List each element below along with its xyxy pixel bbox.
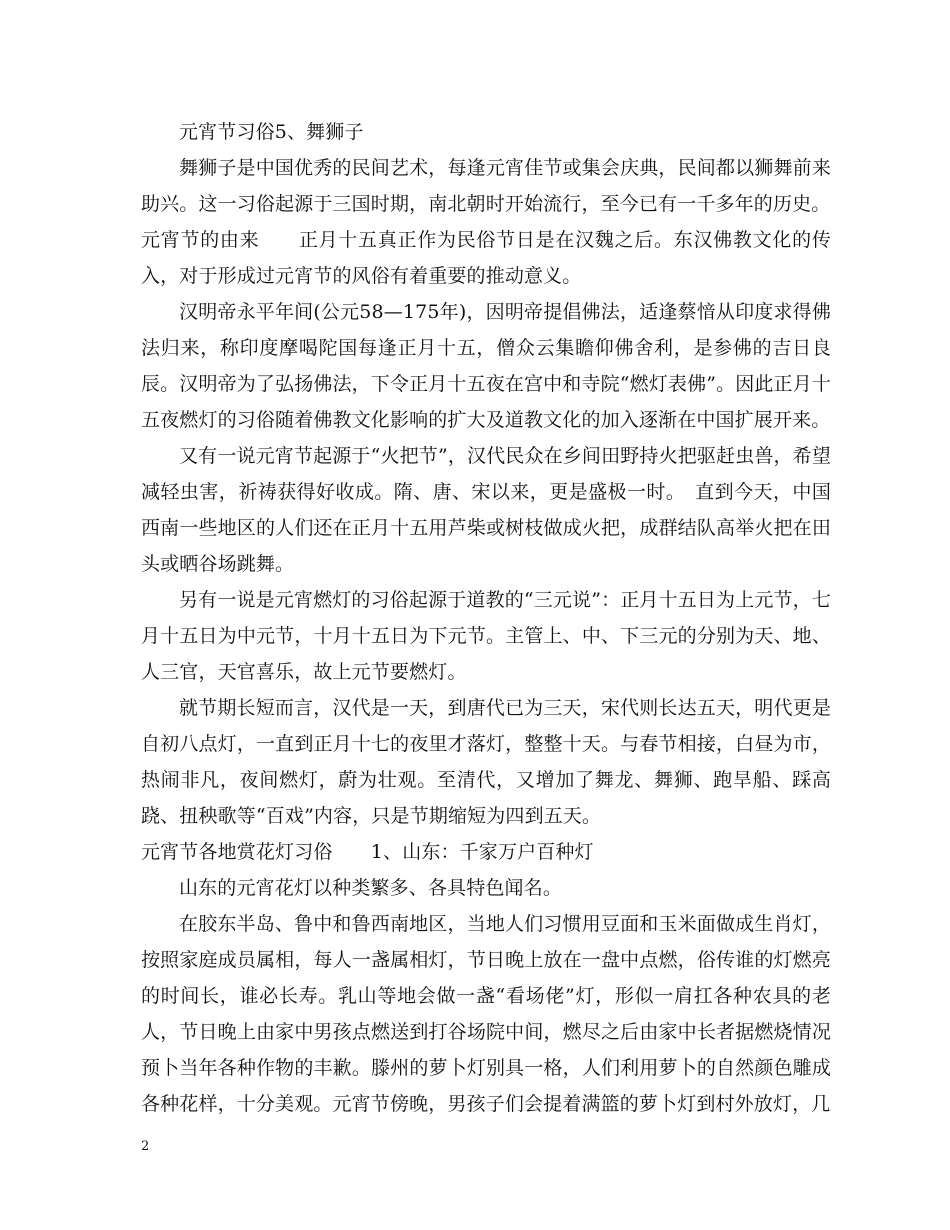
heading-lion-dance: 元宵节习俗5、舞狮子 [179, 121, 364, 143]
page-number: 2 [141, 1139, 150, 1154]
document-body [141, 114, 831, 1122]
heading-shandong-lanterns: 元宵节各地赏花灯习俗 1、山东：千家万户百种灯 [141, 841, 594, 863]
paragraph-festival-duration: 就节期长短而言，汉代是一天，到唐代已为三天，宋代则长达五天，明代更是自初八点灯，一直到正月十七的夜里才落灯，整整十天。与春节相接，白昼为市，热闹非凡，夜间燃灯，蔚为壮观。至清代，又增加了舞龙、舞狮、跑旱船、踩高跷、扭秧歌等“百戏”内容，只是节期缩短为四到五天。 [141, 697, 831, 827]
paragraph-origin: 元宵节的由来 正月十五真正作为民俗节日是在汉魏之后。东汉佛教文化的传入，对于形成过元宵节的风俗有着重要的推动意义。 [141, 229, 831, 287]
paragraph-sanyuan: 另有一说是元宵燃灯的习俗起源于道教的“三元说”：正月十五日为上元节，七月十五日为中元节，十月十五日为下元节。主管上、中、下三元的分别为天、地、人三官，天官喜乐，故上元节要燃灯。 [141, 589, 831, 683]
paragraph-torch-festival: 又有一说元宵节起源于“火把节”，汉代民众在乡间田野持火把驱赶虫兽，希望减轻虫害，祈祷获得好收成。隋、唐、宋以来，更是盛极一时。 直到今天，中国西南一些地区的人们还在正月十五用芦柴或树枝做成火把，成群结队高举火把在田头或晒谷场跳舞。 [141, 445, 831, 575]
paragraph-shandong-customs: 在胶东半岛、鲁中和鲁西南地区，当地人们习惯用豆面和玉米面做成生肖灯，按照家庭成员属相，每人一盏属相灯，节日晚上放在一盘中点燃，俗传谁的灯燃亮的时间长，谁必长寿。乳山等地会做一盏“看场佬”灯，形似一肩扛各种农具的老人，节日晚上由家中男孩点燃送到打谷场院中间，燃尽之后由家中长者据燃烧情况预卜当年各种作物的丰歉。滕州的萝卜灯别具一格，人们利用萝卜的自然颜色雕成各种花样，十分美观。元宵节傍晚，男孩子们会提着满篮的萝卜灯到村外放灯，几 [141, 913, 831, 1115]
paragraph-han-ming-emperor: 汉明帝永平年间(公元58—175年)，因明帝提倡佛法，适逢蔡愔从印度求得佛法归来，称印度摩喝陀国每逢正月十五，僧众云集瞻仰佛舍利，是参佛的吉日良辰。汉明帝为了弘扬佛法，下令正月十五夜在宫中和寺院“燃灯表佛”。因此正月十五夜燃灯的习俗随着佛教文化影响的扩大及道教文化的加入逐渐在中国扩展开来。 [141, 301, 831, 431]
paragraph-lion-dance: 舞狮子是中国优秀的民间艺术，每逢元宵佳节或集会庆典，民间都以狮舞前来助兴。这一习俗起源于三国时期，南北朝时开始流行，至今已有一千多年的历史。 [141, 157, 831, 215]
paragraph-shandong-intro: 山东的元宵花灯以种类繁多、各具特色闻名。 [179, 877, 563, 899]
